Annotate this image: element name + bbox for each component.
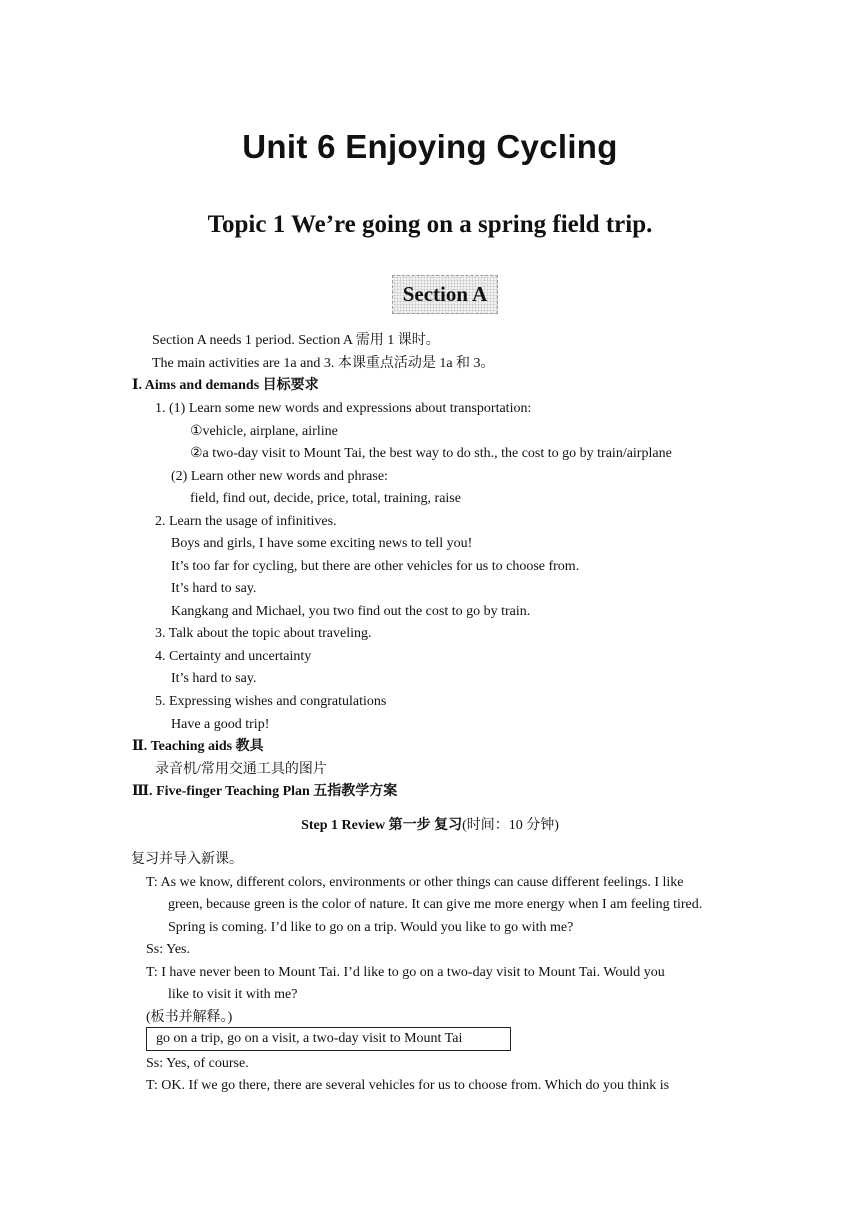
- aims-line: (2) Learn other new words and phrase:: [171, 469, 388, 484]
- heading-teaching-plan: [132, 783, 397, 801]
- heading-number: Ⅱ.: [132, 739, 148, 754]
- aims-line: Kangkang and Michael, you two find out the cost to go by train.: [171, 604, 531, 619]
- aims-line: ①vehicle, airplane, airline: [190, 424, 338, 439]
- heading-text: Five-finger Teaching Plan 五指教学方案: [156, 784, 398, 799]
- intro-line-1: Section A needs 1 period. Section A 需用 1 课时。: [152, 333, 440, 348]
- aims-line: ②a two-day visit to Mount Tai, the best way to do sth., the cost to go by train/airplane: [190, 446, 672, 461]
- review-intro: 复习并导入新课。: [131, 852, 243, 867]
- dialogue-line: T: As we know, different colors, environments or other things can cause different feelings. I like: [146, 875, 684, 890]
- heading-number: Ⅲ.: [132, 784, 153, 799]
- aims-line: 3. Talk about the topic about traveling.: [155, 626, 372, 641]
- step1-time: (时间：10 分钟): [462, 818, 559, 833]
- aims-line: It’s hard to say.: [171, 671, 257, 686]
- step1-title: Step 1 Review 第一步 复习: [301, 818, 463, 833]
- step1-heading: [0, 817, 860, 835]
- aims-line: 4. Certainty and uncertainty: [155, 649, 312, 664]
- aims-line: It’s hard to say.: [171, 581, 257, 596]
- intro-line-2: The main activities are 1a and 3. 本课重点活动是 1a 和 3。: [152, 356, 495, 371]
- dialogue-line: Ss: Yes, of course.: [146, 1056, 249, 1071]
- topic-title: Topic 1 We’re going on a spring field trip.: [207, 211, 653, 238]
- dialogue-line: T: OK. If we go there, there are several vehicles for us to choose from. Which do you think is: [146, 1078, 670, 1093]
- blackboard-box: go on a trip, go on a visit, a two-day visit to Mount Tai: [146, 1027, 511, 1051]
- aims-line: 2. Learn the usage of infinitives.: [155, 514, 337, 529]
- heading-text: Teaching aids 教具: [150, 739, 264, 754]
- dialogue-line: T: I have never been to Mount Tai. I’d like to go on a two-day visit to Mount Tai. Would you: [146, 965, 665, 980]
- unit-title: Unit 6 Enjoying Cycling: [242, 128, 618, 165]
- dialogue-line: (板书并解释。): [146, 1010, 233, 1025]
- aims-line: field, find out, decide, price, total, training, raise: [190, 491, 461, 506]
- heading-text: Aims and demands 目标要求: [144, 378, 319, 393]
- dialogue-line: Ss: Yes.: [146, 942, 190, 957]
- dialogue-line: green, because green is the color of nature. It can give me more energy when I am feeling tired.: [168, 897, 703, 912]
- section-label: Section A: [392, 275, 498, 314]
- dialogue-line: like to visit it with me?: [168, 987, 298, 1002]
- aims-line: Have a good trip!: [171, 717, 270, 732]
- heading-teaching-aids: [132, 738, 264, 756]
- aims-line: 1. (1) Learn some new words and expressions about transportation:: [155, 401, 532, 416]
- teaching-aids-line: 录音机/常用交通工具的图片: [155, 762, 327, 777]
- aims-line: 5. Expressing wishes and congratulations: [155, 694, 387, 709]
- heading-aims: [132, 377, 319, 395]
- dialogue-line: Spring is coming. I’d like to go on a trip. Would you like to go with me?: [168, 920, 574, 935]
- heading-number: Ⅰ.: [132, 378, 143, 393]
- aims-line: It’s too far for cycling, but there are other vehicles for us to choose from.: [171, 559, 580, 574]
- aims-line: Boys and girls, I have some exciting news to tell you!: [171, 536, 473, 551]
